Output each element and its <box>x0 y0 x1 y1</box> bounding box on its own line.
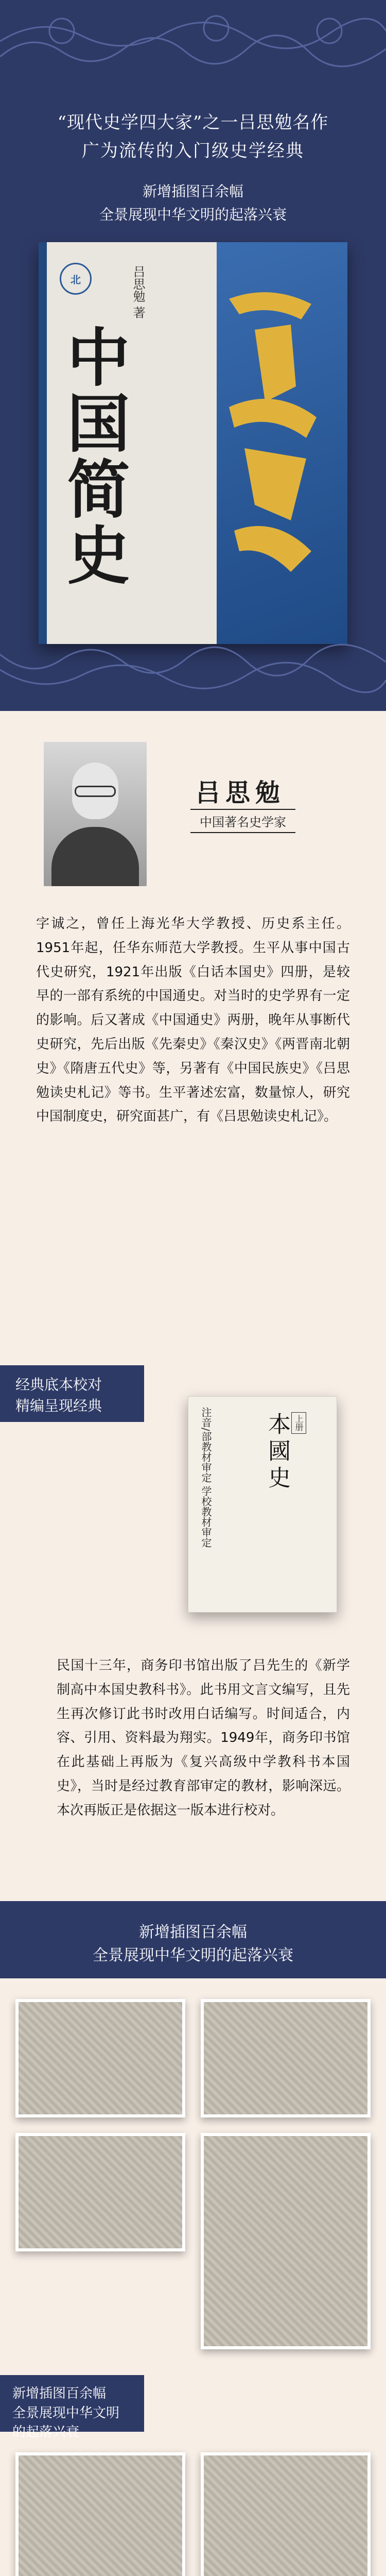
illustrations-section <box>0 1880 386 2576</box>
cover-white-panel <box>47 242 217 644</box>
illustration-photo <box>15 2133 185 2251</box>
old-book-label: 注音/部教材审定 学校教材审定 <box>200 1407 212 1548</box>
illustration-photo <box>15 2452 185 2576</box>
old-book-tag: 上册 <box>291 1412 306 1434</box>
illustration-photo <box>201 2133 371 2349</box>
cover-author: 吕思勉 著 <box>131 265 145 319</box>
hero-section <box>0 0 386 711</box>
author-title: 中国著名史学家 <box>190 809 295 833</box>
cloud-pattern-top <box>0 0 386 72</box>
old-book-title: 本國史 <box>264 1412 290 1493</box>
hero-subtitle-1: “现代史学四大家”之一吕思勉名作 <box>57 112 329 133</box>
classic-description: 民国十三年，商务印书馆出版了吕先生的《新学制高中本国史教科书》。此书用文言文编写，且先生再次修订此书时改用白话编写。时间适合，内容、引用、资料最为翔实。1949年，商务印书馆在此基础上再版为《复兴高级中学教科书本国史》，当时是经过教育部审定的教材，影响深远。本次再版正是依据这一版本进行校对。 <box>57 1658 350 1818</box>
publisher-logo: 北 <box>60 263 92 295</box>
illustrations-badge: 新增插图百余幅 全景展现中华文明的起落兴衰 <box>0 2375 144 2432</box>
classic-edition-section <box>0 1365 386 1880</box>
author-portrait <box>44 742 147 886</box>
original-edition-book <box>188 1396 337 1613</box>
classic-badge: 经典底本校对 精编呈现经典 <box>0 1365 144 1422</box>
book-cover-image <box>39 242 347 644</box>
hero-subtitle-2: 广为流传的入门级史学经典 <box>82 141 304 161</box>
illustrations-header: 新增插图百余幅 全景展现中华文明的起落兴衰 <box>0 1901 386 1978</box>
author-section <box>0 711 386 1365</box>
cover-title: 中国简史 <box>57 325 131 588</box>
hero-highlight-2: 全景展现中华文明的起落兴衰 <box>99 206 287 223</box>
cloud-pattern-bottom <box>0 639 386 711</box>
author-name: 吕思勉 <box>196 778 286 807</box>
illustration-photo <box>201 1999 371 2117</box>
author-bio: 字诚之，曾任上海光华大学教授、历史系主任。1951年起，任华东师范大学教授。生平从事中国古代史研究，1921年出版《白话本国史》四册，是较早的一部有系统的中国通史。对当时的史学界有一定的影响。后又著成《中国通史》两册，晚年从事断代史研究，先后出版《先秦史》《秦汉史》《两晋南北朝史》《隋唐五代史》等，另著有《中国民族史》《吕思勉读史札记》等书。生平著述宏富，数量惊人，研究中国制度史，研究面甚广，有《吕思勉读史札记》。 <box>36 916 350 1125</box>
illustration-photo <box>201 2452 371 2576</box>
calligraphy-decoration <box>214 283 327 582</box>
hero-highlight-1: 新增插图百余幅 <box>142 183 243 200</box>
illustration-photo <box>15 1999 185 2117</box>
